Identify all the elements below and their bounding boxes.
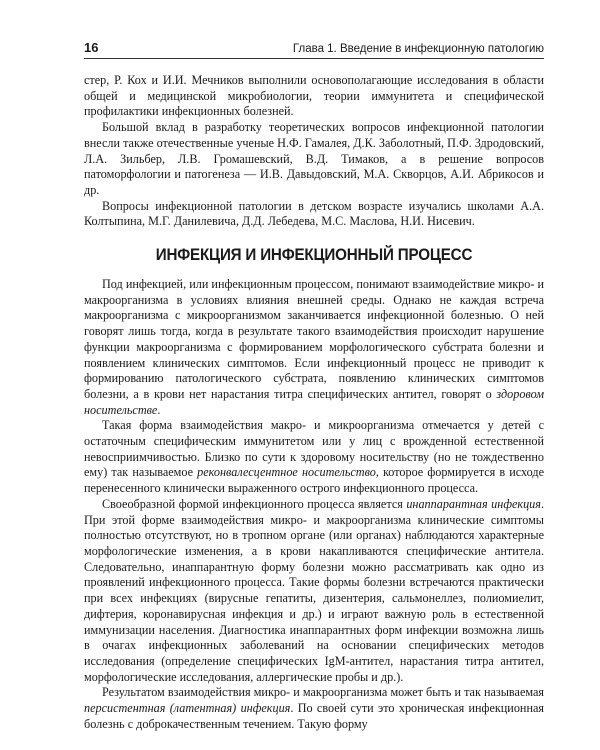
page-number: 16 — [84, 40, 99, 55]
section-title: ИНФЕКЦИЯ И ИНФЕКЦИОННЫЙ ПРОЦЕСС — [155, 246, 473, 265]
paragraph-text: . — [157, 402, 161, 417]
paragraph-text: Такая форма взаимодействия макро- и микроорганизма отмечается у детей с остаточным специфическим иммунитетом или у лиц с врожденной естественной невосприимчивостью. Близко по сути к здоровому носительству (но не тождественно ему) так называемое — [84, 418, 544, 480]
italic-term: инаппарантная инфекция — [406, 496, 541, 511]
paragraph-text: Результатом взаимодействия микро- и макроорганизма может быть и так называемая — [102, 685, 544, 700]
intro-paragraph-3: Вопросы инфекционной патологии в детском возрасте изучались школами А.А. Колтыпина, М.Г. Данилевича, Д.Д. Лебедева, М.С. Маслова, Н.И. Нисевич. — [84, 198, 544, 229]
paragraph-text: . По своей сути это хроническая инфекционная болезнь с доброкачественным течением. Такую форму — [84, 701, 544, 731]
paragraph-text: Под инфекцией, или инфекционным процессом, понимают взаимодействие микро- и макроорганизма в условиях влияния внешней среды. Однако не каждая встреча макроорганизма с микроорганизмом заканчивается инфекционной болезнью. О ней говорят лишь тогда, когда в результате такого взаимодействия происходит нарушение функции макроорганизма с формированием морфологического субстрата болезни и появлением клинических симптомов. Если инфекционный процесс не приводит к формированию патологического субстрата, появлению клинических симптомов болезни, а в крови нет нарастания титра специфических антител, говорят о — [84, 277, 544, 401]
italic-term: здоровом носительстве — [84, 386, 544, 417]
body-paragraph-1 — [84, 277, 544, 418]
intro-paragraph-1: стер, Р. Кох и И.И. Мечников выполнили основополагающие исследования в области общей и медицинской микробиологии, теории иммунитета и специфической профилактики инфекционных болезней. — [84, 73, 544, 119]
intro-paragraph-2: Большой вклад в разработку теоретических вопросов инфекционной патологии внесли также отечественные ученые Н.Ф. Гамалея, Д.К. Заболотный, П.Ф. Здродовский, Л.А. Зильбер, Л.В. Громашевский, В.Д. Тимаков, а в решение вопросов патоморфологии и патогенеза — И.В. Давыдовский, М.А. Скворцов, А.И. Абрикосов и др. — [84, 120, 544, 197]
italic-term: реконвалесцентное носительство — [197, 465, 376, 480]
body-paragraph-4 — [84, 685, 544, 732]
body-paragraph-2 — [84, 418, 544, 497]
paragraph-text: . При этой форме взаимодействия микро- и макроорганизма клинические симптомы полностью отсутствуют, но в тропном органе (или органах) наблюдаются характерные морфологические изменения, а в крови накапливаются специфические антитела. Следовательно, инаппарантную форму болезни можно рассматривать как одно из проявлений инфекционного процесса. Такие формы болезни встречаются практически при всех инфекциях (вирусные гепатиты, дизентерия, сальмонеллез, полиомиелит, дифтерия, коронавирусная инфекция и др.) и играют важную роль в естественной иммунизации населения. Диагностика инаппарантных форм инфекции возможна лишь в очагах инфекционных заболеваний на основании специфических методов исследования (определение специфических IgM-антител, нарастания титра антител, морфологические исследования, аллергические пробы и др.). — [84, 496, 544, 684]
running-title: Глава 1. Введение в инфекционную патологию — [292, 43, 544, 55]
paragraph-text: Своеобразной формой инфекционного процесса является — [102, 496, 407, 511]
body-paragraph-3 — [84, 497, 544, 685]
italic-term: персистентная (латентная) инфекция — [84, 701, 291, 716]
paragraph-text: , которое формируется в исходе перенесенного клинически выраженного острого инфекционного процесса. — [84, 465, 544, 496]
running-header — [84, 40, 544, 59]
